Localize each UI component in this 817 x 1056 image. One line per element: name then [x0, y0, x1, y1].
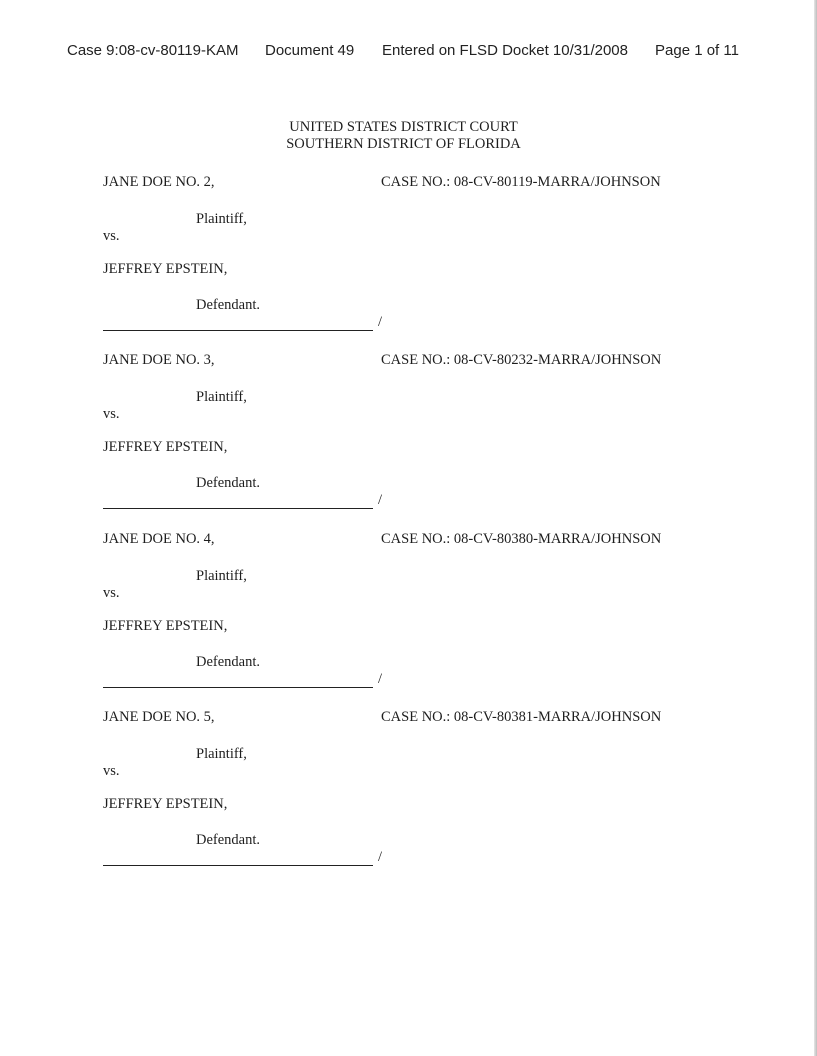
defendant-name: JEFFREY EPSTEIN, — [103, 618, 228, 634]
caption-slash: / — [378, 314, 383, 330]
defendant-label: Defendant. — [196, 832, 261, 848]
plaintiff-name: JANE DOE NO. 3, — [103, 352, 215, 368]
versus-label: vs. — [103, 228, 120, 244]
versus-label: vs. — [103, 763, 120, 779]
court-district: SOUTHERN DISTRICT OF FLORIDA — [286, 136, 521, 152]
defendant-name: JEFFREY EPSTEIN, — [103, 439, 228, 455]
defendant-name: JEFFREY EPSTEIN, — [103, 796, 228, 812]
plaintiff-label: Plaintiff, — [196, 746, 247, 762]
plaintiff-label: Plaintiff, — [196, 389, 247, 405]
caption-rule — [103, 865, 373, 866]
versus-label: vs. — [103, 585, 120, 601]
plaintiff-label: Plaintiff, — [196, 211, 247, 227]
plaintiff-name: JANE DOE NO. 2, — [103, 174, 215, 190]
case-number: CASE NO.: 08-CV-80381-MARRA/JOHNSON — [381, 709, 662, 725]
defendant-label: Defendant. — [196, 297, 261, 313]
case-caption — [0, 707, 817, 887]
header-entered-date: Entered on FLSD Docket 10/31/2008 — [382, 42, 628, 59]
header-case-number: Case 9:08-cv-80119-KAM — [67, 42, 239, 59]
defendant-label: Defendant. — [196, 654, 261, 670]
caption-rule — [103, 330, 373, 331]
defendant-name: JEFFREY EPSTEIN, — [103, 261, 228, 277]
defendant-label: Defendant. — [196, 475, 261, 491]
caption-slash: / — [378, 849, 383, 865]
header-page-number: Page 1 of 11 — [655, 42, 739, 59]
caption-slash: / — [378, 671, 383, 687]
case-caption — [0, 529, 817, 709]
case-number: CASE NO.: 08-CV-80232-MARRA/JOHNSON — [381, 352, 662, 368]
caption-rule — [103, 687, 373, 688]
caption-rule — [103, 508, 373, 509]
caption-slash: / — [378, 492, 383, 508]
court-title — [0, 119, 817, 153]
plaintiff-label: Plaintiff, — [196, 568, 247, 584]
plaintiff-name: JANE DOE NO. 4, — [103, 531, 215, 547]
versus-label: vs. — [103, 406, 120, 422]
case-number: CASE NO.: 08-CV-80119-MARRA/JOHNSON — [381, 174, 661, 190]
court-name: UNITED STATES DISTRICT COURT — [289, 119, 518, 135]
case-caption — [0, 350, 817, 530]
case-caption — [0, 172, 817, 352]
case-number: CASE NO.: 08-CV-80380-MARRA/JOHNSON — [381, 531, 662, 547]
plaintiff-name: JANE DOE NO. 5, — [103, 709, 215, 725]
header-document-number: Document 49 — [265, 42, 355, 59]
